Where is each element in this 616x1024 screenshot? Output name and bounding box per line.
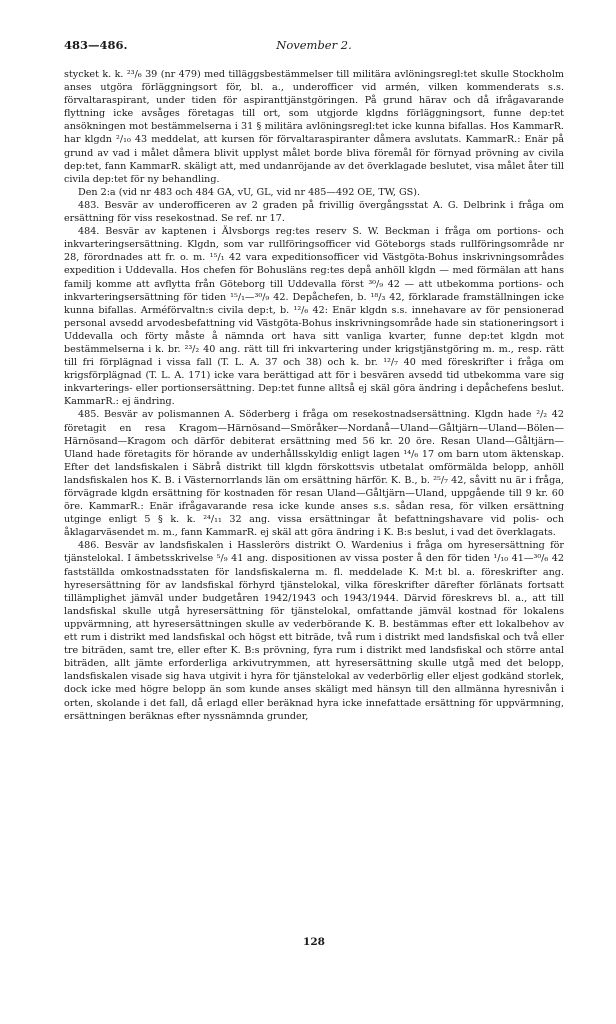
paragraph-case-485: 485. Besvär av polismannen A. Söderberg i fråga om resekostnadsersättning. Klgdn hade ²/₂ 42 företagit en resa Kragom—Härnösand—Smöråker—Nordanå—Uland—Gåltjärn—Uland—Bölen—Härnösand—Kragom och därför debiterat ersättning med 56 kr. 20 öre. Resan Uland—Gåltjärn—Uland hade företagits för hörande av underhållsskyldig enligt lagen ¹⁴/₆ 17 om barn utom äktenskap. Efter det landsfiskalen i Säbrå distrikt till klgdn förskottsvis utbetalat omförmälda belopp, anhöll landsfiskalen hos K. B. i Västernorrlands län om ersättning härför. K. B., b. ²⁵/₇ 42, såvitt nu är i fråga, förvägrade klgdn ersättning för kostnaden för resan Uland—Gåltjärn—Uland, uppgående till 9 kr. 60 öre. KammarR.: Enär ifrågavarande resa icke kunde anses s.s. sådan resa, för vilken ersättning utginge enligt 5 § k. k. ²⁴/₁₁ 32 ang. vissa ersättningar åt befattningshavare vid polis- och åklagarväsendet m. m., fann KammarR. ej skäl att göra ändring i K. B:s beslut, i vad det överklagats. (64, 409, 564, 539)
document-body (64, 68, 564, 916)
header-case-range: 483—486. (64, 38, 128, 52)
page-number: 128 (303, 936, 325, 948)
paragraph-continuation: stycket k. k. ²³/₆ 39 (nr 479) med tilläggsbestämmelser till militära avlöningsregl:tet skulle Stockholm anses utgöra förläggningsort för, bl. a., underofficer vid armén, vilken kommenderats s.s. förvaltaraspirant, under tiden för aspiranttjänstgöringen. På grund härav och då ifrågavarande flyttning icke avsåges företagas till ort, som utgjorde klgdns förläggningsort, funne dep:tet ansökningen mot bestämmelserna i 31 § militära avlöningsregl:tet icke kunna bifallas. Hos KammarR. har klgdn ²/₁₀ 43 meddelat, att kursen för förvaltaraspiranter dåmera avslutats. KammarR.: Enär på grund av vad i målet dåmera blivit upplyst målet borde bliva föremål för förnyad prövning av civila dep:tet, fann KammarR. skäligt att, med undanröjande av det överklagade beslutet, visa målet åter till civila dep:tet för ny behandling. (64, 69, 564, 185)
paragraph-case-486: 486. Besvär av landsfiskalen i Hasslerörs distrikt O. Wardenius i fråga om hyresersättning för tjänstelokal. I ämbetsskrivelse ⁵/₉ 41 ang. dispositionen av vissa poster å den för tiden ¹/₁₀ 41—³⁰/₆ 42 fastställda omkostnadsstaten för landsfiskalerna m. fl. meddelade K. M:t bl. a. föreskrifter ang. hyresersättning för av landsfiskal förhyrd tjänstelokal, vilka föreskrifter därefter förlänats fortsatt tillämplighet jämväl under budgetåren 1942/1943 och 1943/1944. Därvid föreskrevs bl. a., att till landsfiskal skulle utgå hyresersättning för tjänstelokal, omfattande jämväl kostnad för lokalens uppvärmning, att hyresersättningen skulle av vederbörande K. B. bestämmas efter ett lokalbehov av ett rum i distrikt med landsfiskal och högst ett biträde, två rum i distrikt med landsfiskal och två eller tre biträden, samt tre, eller efter K. B:s prövning, fyra rum i distrikt med landsfiskal och större antal biträden, allt jämte erforderliga arkivutrymmen, att hyresersättning skulle utgå med det belopp, landsfiskalen visade sig hava utgivit i hyra för tjänstelokal av vederbörlig eller eljest godkänd storlek, dock icke med högre belopp än som kunde anses skäligt med hänsyn till den allmänna hyresnivån i orten, skolande i det fall, då erlagd eller beräknad hyra icke innefattade ersättning för uppvärmning, ersättningen beräknas efter nyssnämnda grunder, (64, 540, 564, 722)
paragraph-session-note: Den 2:a (vid nr 483 och 484 GA, vU, GL, vid nr 485—492 OE, TW, GS). (78, 186, 421, 198)
paragraph-case-483: 483. Besvär av underofficeren av 2 graden på frivillig övergångsstat A. G. Delbrink i fråga om ersättning för viss resekostnad. Se ref. nr 17. (64, 199, 564, 225)
header-date: November 2. (276, 38, 352, 52)
document-page (64, 36, 564, 996)
paragraph-case-484: 484. Besvär av kaptenen i Älvsborgs reg:tes reserv S. W. Beckman i fråga om portions- och inkvarteringsersättning. Klgdn, som var rullföringsofficer vid Göteborgs stads rullföringsområde nr 28, förordnades att fr. o. m. ¹⁵/₁ 42 vara expeditionsofficer vid Västgöta-Bohus inskrivningsområdes expedition i Uddevalla. Hos chefen för Bohusläns reg:tes depå anhöll klgdn — med förmälan att hans familj komme att avflytta från Göteborg till Uddevalla först ³⁰/₉ 42 — att utbekomma portions- och inkvarteringsersättning för tiden ¹⁵/₁—³⁰/₉ 42. Depåchefen, b. ¹⁸/₃ 42, förklarade framställningen icke kunna bifallas. Arméförvaltn:s civila dep:t, b. ¹²/₆ 42: Enär klgdn s.s. innehavare av för pensionerad personal avsedd arvodesbefattning vid Västgöta-Bohus inskrivningsområde hade sin stationeringsort i Uddevalla och förty måste å nämnda ort hava sitt vanliga kvarter, funne dep:tet klgdn mot bestämmelserna i k. br. ²³/₂ 40 ang. rätt till fri inkvartering under krigstjänstgöring m. m., resp. rätt till fri förplägnad i vissa fall (T. L. A. 37 och 38) och k. br. ¹²/₇ 40 med föreskrifter i fråga om krigsförplägnad (T. L. A. 171) icke vara berättigad att för i besvären avsedd tid utbekomma vare sig inkvarterings- eller portionsersättning. Dep:tet funne alltså ej skäl göra ändring i depåchefens beslut. KammarR.: ej ändring. (64, 226, 564, 408)
running-header (64, 36, 564, 54)
